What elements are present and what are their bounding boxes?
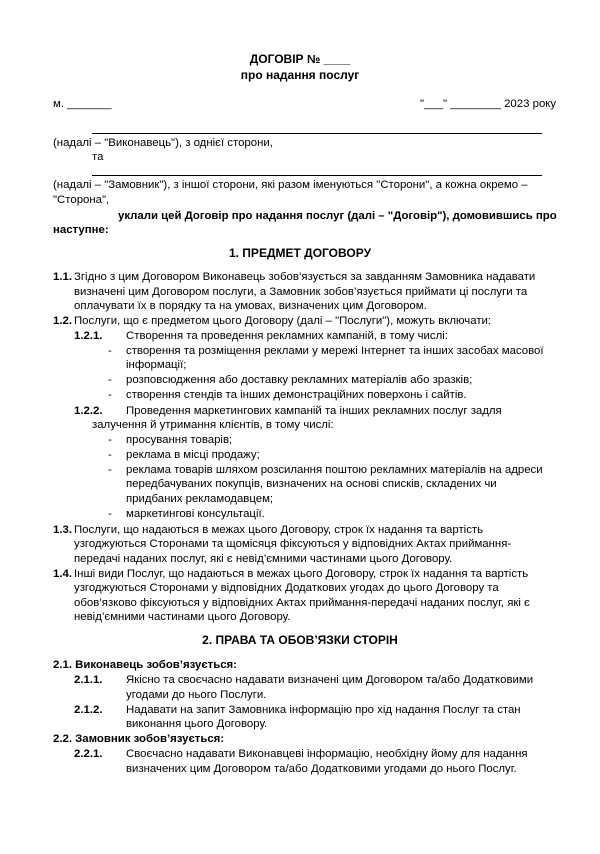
document-title: ДОГОВІР № ____ — [249, 52, 351, 66]
sub-bullet-3-line3: придбаних рекламодавцем; — [126, 493, 274, 505]
clause-1-4-line3: обов’язково фіксуються у відповідних Актах приймання-передачі наданих послуг, які є — [74, 597, 530, 609]
clause-1-3-line3: передачі наданих послуг, які є невід’ємними частинами цього Договору. — [74, 553, 453, 565]
clause-1-1-number: 1.1. — [53, 271, 72, 283]
clause-1-2-1-text: Створення та проведення рекламних кампаній, в тому числі: — [126, 330, 448, 342]
clause-1-2-number: 1.2. — [53, 315, 72, 327]
sub-bullet-3-line2: передбачуваних покупців, визначених на основі списків, складених чи — [126, 478, 497, 490]
bullet-2: розповсюдження або доставку рекламних матеріалів або зразків; — [126, 374, 473, 386]
sub-bullet-4: маркетингові консультації. — [126, 508, 265, 520]
preamble-line2: наступне: — [53, 224, 109, 236]
clause-2-2-1-line2: визначених цим Договором та/або Додатковими угодами до нього Послуг. — [126, 763, 517, 775]
bullet-1-line1: створення та розміщення реклами у мережі Інтернет та інших засобах масової — [126, 345, 544, 357]
bullet-3: створення стендів та інших демонстраційних поверхонь і сайтів. — [126, 389, 467, 401]
city-field: м. _______ — [53, 98, 112, 110]
clause-1-2-2-line2: залучення й утримання клієнтів, в тому числі: — [92, 419, 334, 431]
clause-1-4-line4: невід’ємними частинами цього Договору. — [74, 611, 291, 623]
and-word: та — [92, 151, 104, 163]
executor-note: (надалі – "Виконавець"), з однієї сторони, — [53, 137, 273, 149]
clause-1-2-line1: Послуги, що є предметом цього Договору (далі – "Послуги"), можуть включати: — [74, 315, 492, 327]
executor-name-line — [92, 133, 542, 134]
clause-2-1-heading: 2.1. Виконавець зобов’язується: — [53, 659, 237, 671]
customer-name-line — [92, 175, 542, 176]
clause-2-1-1-line2: угодами до нього Послуги. — [126, 689, 267, 701]
preamble-line1: уклали цей Договір про надання послуг (далі – "Договір"), домовившись про — [118, 210, 557, 222]
customer-note-line1: (надалі – "Замовник"), з іншої сторони, які разом іменуються "Сторони", а кожна окремо – — [53, 179, 528, 191]
bullet-dash: - — [108, 389, 112, 401]
bullet-dash: - — [108, 464, 112, 476]
sub-bullet-2: реклама в місці продажу; — [126, 449, 260, 461]
bullet-dash: - — [108, 449, 112, 461]
clause-2-1-1-line1: Якісно та своєчасно надавати визначені цим Договором та/або Додатковими — [126, 674, 534, 686]
clause-1-2-2-number: 1.2.2. — [74, 405, 103, 417]
clause-1-4-line2: узгоджуються Сторонами у відповідних Додаткових угодах до цього Договору та — [74, 582, 499, 594]
section2-heading: 2. ПРАВА ТА ОБОВ’ЯЗКИ СТОРІН — [202, 633, 398, 647]
bullet-dash: - — [108, 434, 112, 446]
bullet-dash: - — [108, 374, 112, 386]
clause-2-1-2-line1: Надавати на запит Замовника інформацію про хід надання Послуг та стан — [126, 704, 521, 716]
clause-1-4-number: 1.4. — [53, 568, 72, 580]
clause-1-1-line2: визначені цим Договором послуги, а Замовник зобов’язується приймати ці послуги та — [74, 286, 528, 298]
clause-1-1-line1: Згідно з цим Договором Виконавець зобов’язується за завданням Замовника надавати — [74, 271, 536, 283]
clause-1-3-number: 1.3. — [53, 524, 72, 536]
clause-2-2-1-number: 2.2.1. — [74, 748, 103, 760]
bullet-1-line2: інформації; — [126, 359, 187, 371]
clause-2-2-1-line1: Своєчасно надавати Виконавцеві інформацію, необхідну йому для надання — [126, 748, 528, 760]
sub-bullet-3-line1: реклама товарів шляхом розсилання поштою рекламних матеріалів на адреси — [126, 464, 543, 476]
bullet-dash: - — [108, 508, 112, 520]
bullet-dash: - — [108, 345, 112, 357]
clause-1-3-line1: Послуги, що надаються в межах цього Договору, строк їх надання та вартість — [74, 524, 484, 536]
clause-1-3-line2: узгоджуються Сторонами та щомісяця фіксуються у відповідних Актах приймання- — [74, 538, 512, 550]
section1-heading: 1. ПРЕДМЕТ ДОГОВОРУ — [228, 246, 372, 260]
clause-1-2-1-number: 1.2.1. — [74, 330, 103, 342]
clause-2-1-1-number: 2.1.1. — [74, 674, 103, 686]
date-field: "___" ________ 2023 року — [420, 98, 557, 110]
clause-2-2-heading: 2.2. Замовник зобов’язується: — [53, 733, 225, 745]
clause-1-1-line3: оплачувати їх в порядку та на умовах, визначених цим Договором. — [74, 300, 427, 312]
clause-2-1-2-number: 2.1.2. — [74, 704, 103, 716]
customer-note-line2: "Сторона", — [53, 194, 110, 206]
document-subtitle: про надання послуг — [240, 68, 360, 82]
clause-1-2-2-line1: Проведення маркетингових кампаній та інших рекламних послуг задля — [126, 405, 502, 417]
clause-1-4-line1: Інші види Послуг, що надаються в межах цього Договору, строк їх надання та вартість — [74, 568, 529, 580]
sub-bullet-1: просування товарів; — [126, 434, 233, 446]
clause-2-1-2-line2: виконання цього Договору. — [126, 718, 268, 730]
